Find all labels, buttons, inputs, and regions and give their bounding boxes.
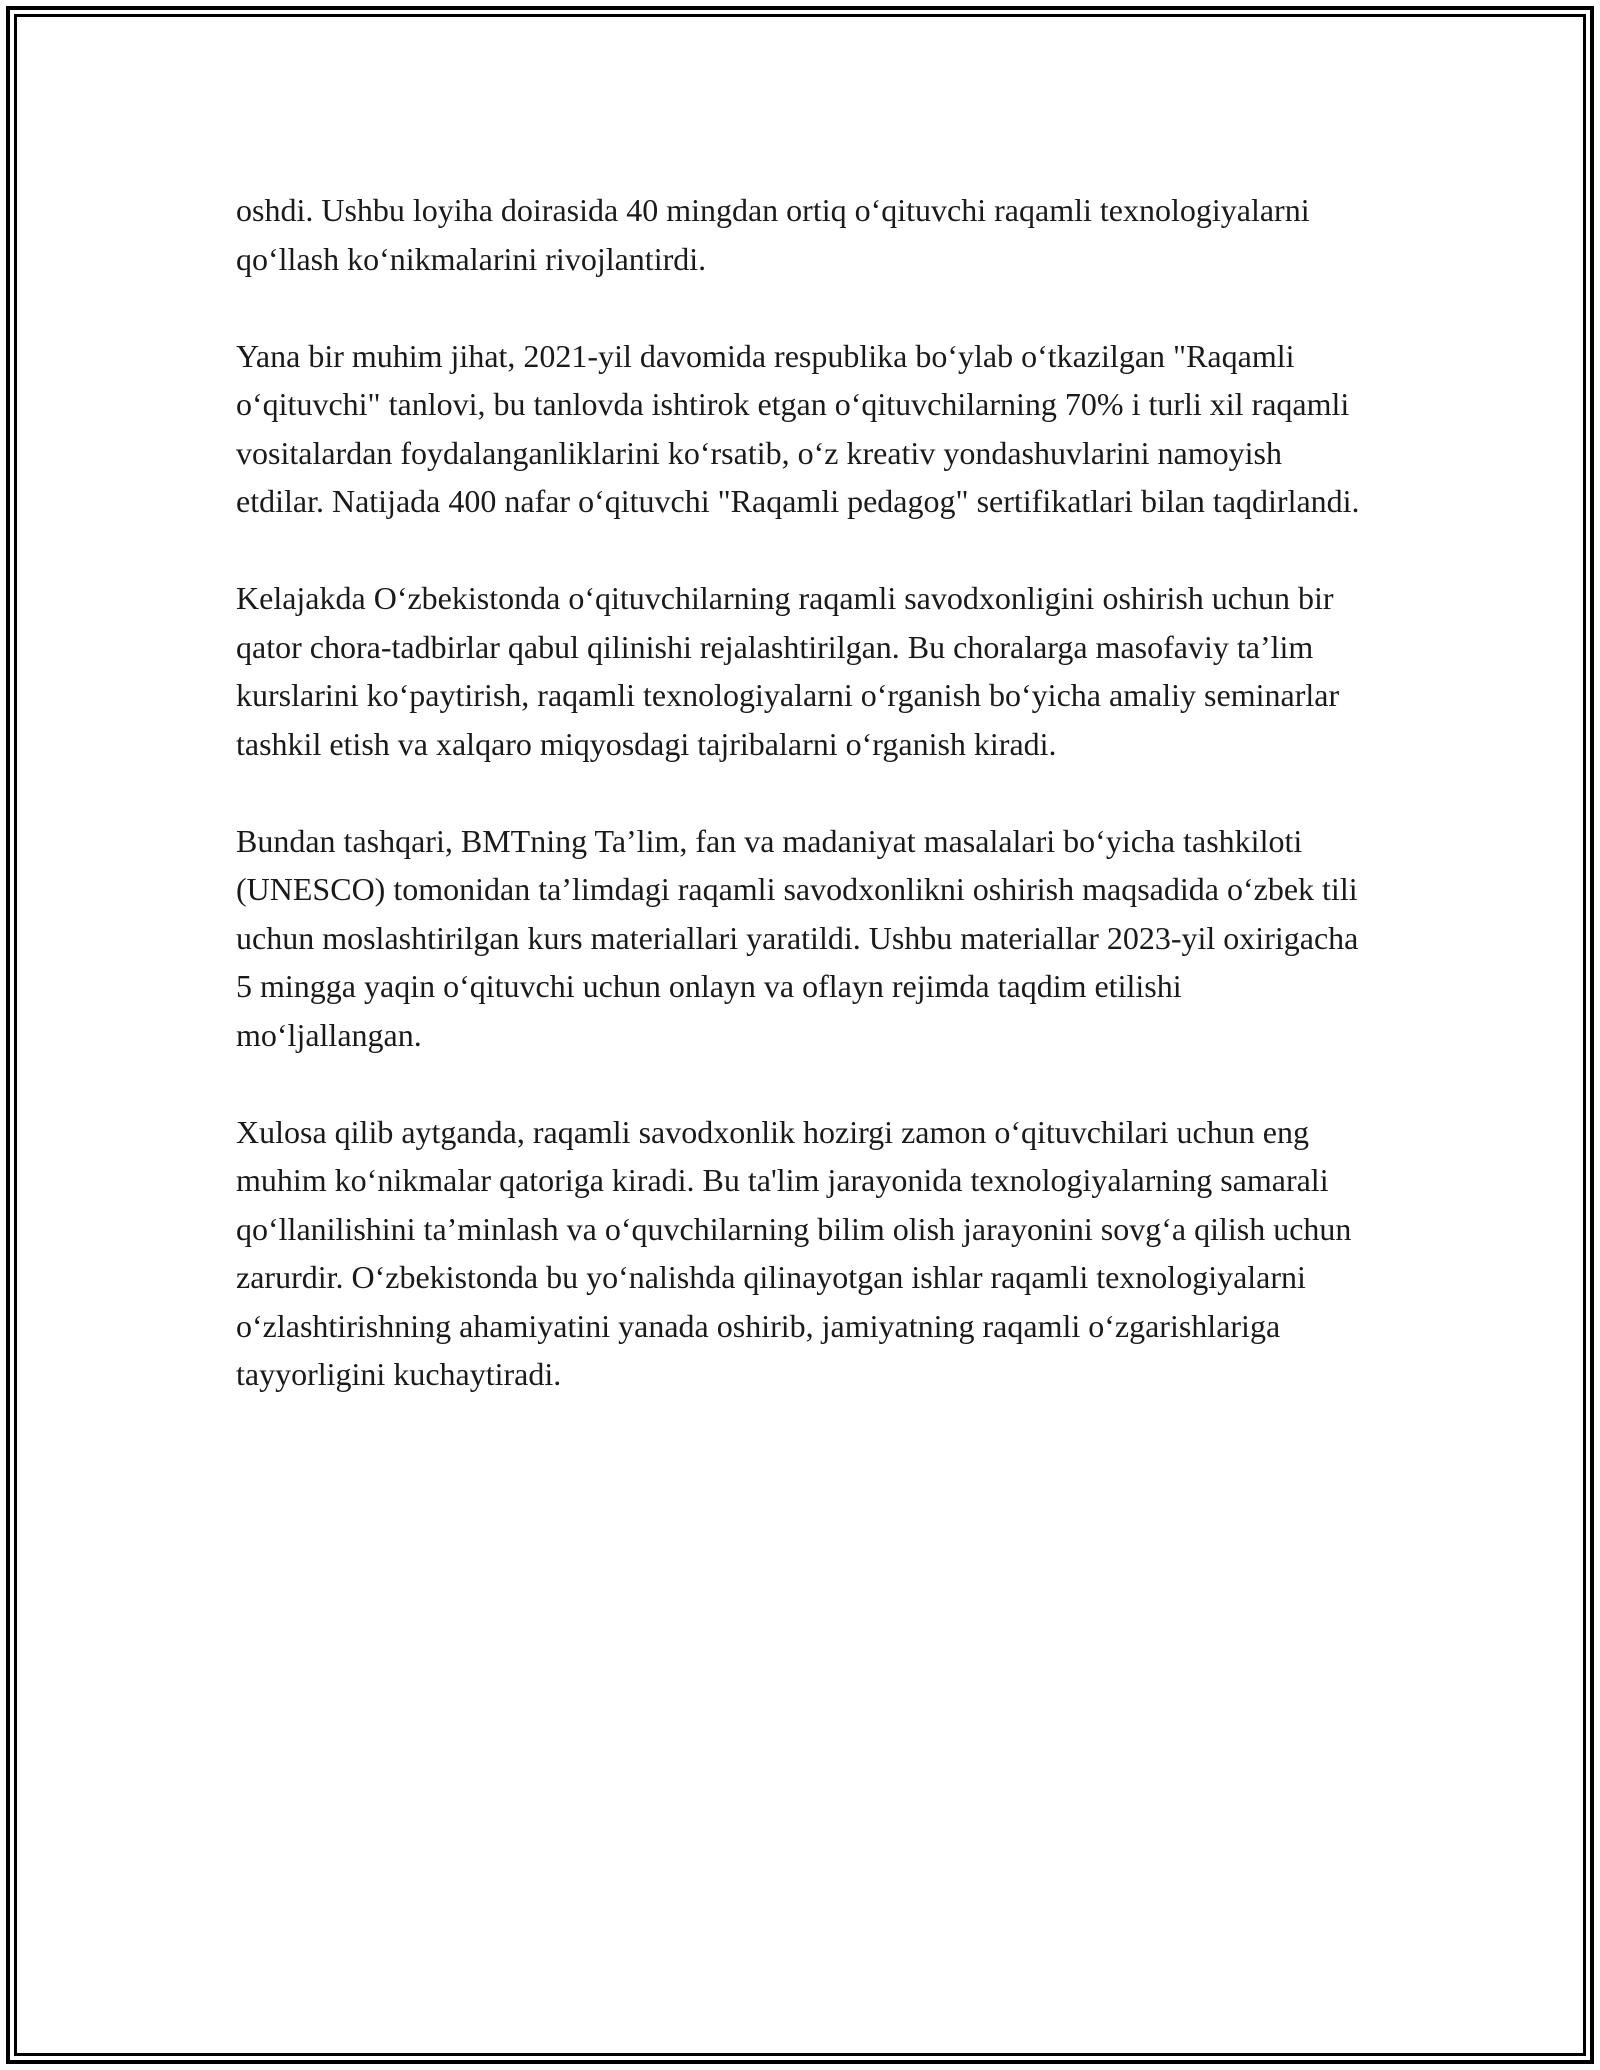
paragraph-3: Kelajakda O‘zbekistonda o‘qituvchilarning raqamli savodxonligini oshirish uchun bir qator chora-tadbirlar qabul qilinishi rejalashtirilgan. Bu choralarga masofaviy ta’lim kurslarini ko‘paytirish, raqamli texnologiyalarni o‘rganish bo‘yicha amaliy seminarlar tashkil etish va xalqaro miqyosdagi tajribalarni o‘rganish kiradi. xyxy=(236,580,1340,762)
paragraph-2: Yana bir muhim jihat, 2021-yil davomida respublika bo‘ylab o‘tkazilgan "Raqamli o‘qituvchi" tanlovi, bu tanlovda ishtirok etgan o‘qituvchilarning 70% i turli xil raqamli vositalardan foydalanganliklarini ko‘rsatib, o‘z kreativ yondashuvlarini namoyish etdilar. Natijada 400 nafar o‘qituvchi "Raqamli pedagog" sertifikatlari bilan taqdirlandi. xyxy=(236,337,1360,519)
paragraph-1: oshdi. Ushbu loyiha doirasida 40 mingdan ortiq o‘qituvchi raqamli texnologiyalarni qo‘llash ko‘nikmalarini rivojlantirdi. xyxy=(236,192,1310,277)
paragraph-5: Xulosa qilib aytganda, raqamli savodxonlik hozirgi zamon o‘qituvchilari uchun eng muhim ko‘nikmalar qatoriga kiradi. Bu ta'lim jarayonida texnologiyalarning samarali qo‘llanilishini ta’minlash va o‘quvchilarning bilim olish jarayonini sovg‘a qilish uchun zarurdir. O‘zbekistonda bu yo‘nalishda qilinayotgan ishlar raqamli texnologiyalarni o‘zlashtirishning ahamiyatini yanada oshirib, jamiyatning raqamli o‘zgarishlariga tayyorligini kuchaytiradi. xyxy=(236,1113,1352,1392)
document-body xyxy=(236,186,1366,1399)
paragraph-4: Bundan tashqari, BMTning Ta’lim, fan va madaniyat masalalari bo‘yicha tashkiloti (UNESCO) tomonidan ta’limdagi raqamli savodxonlikni oshirish maqsadida o‘zbek tili uchun moslashtirilgan kurs materiallari yaratildi. Ushbu materiallar 2023-yil oxirigacha 5 mingga yaqin o‘qituvchi uchun onlayn va oflayn rejimda taqdim etilishi mo‘ljallangan. xyxy=(236,822,1359,1053)
